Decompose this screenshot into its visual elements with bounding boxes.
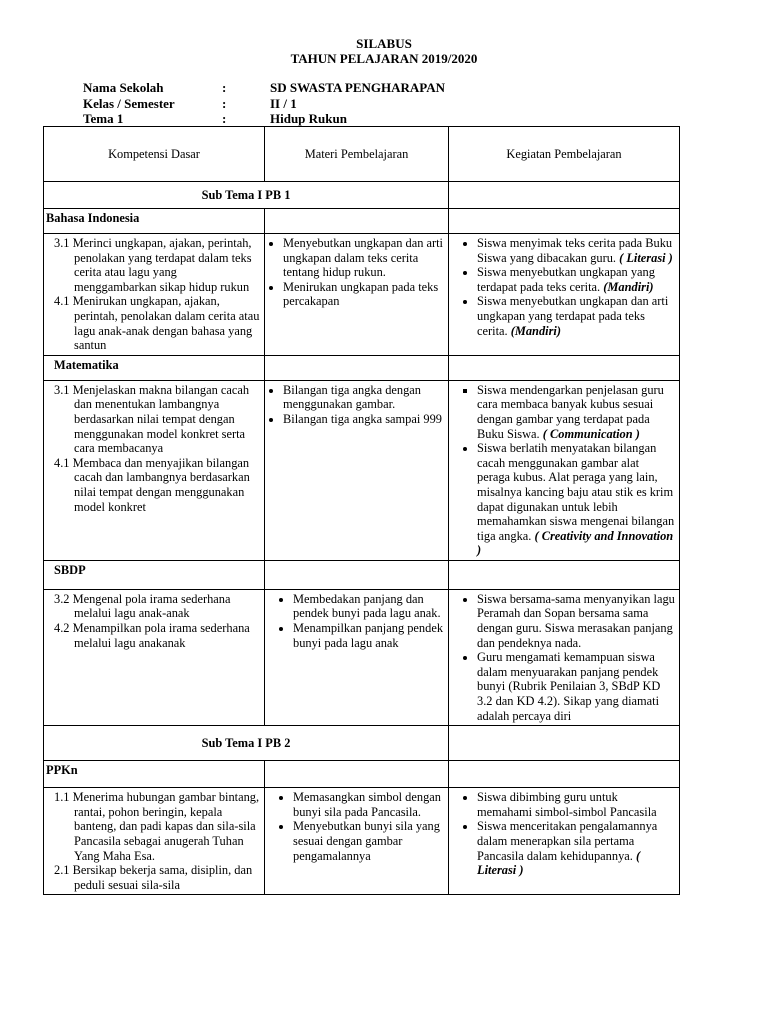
kegiatan-item: • Siswa menyimak teks cerita pada Buku Siswa yang dibacakan guru. ( Literasi ) (477, 236, 675, 265)
kegiatan-item: • Siswa bersama-sama menyanyikan lagu Peramah dan Sopan bersama sama dengan guru. Siswa merasakan panjang dan pendeknya nada. (477, 592, 675, 650)
kd-item: 4.1 Menirukan ungkapan, ajakan, perintah, penolakan dalam cerita atau lagu anak-anak dengan bahasa yang santun (54, 294, 260, 353)
subject-matematika: Matematika (44, 355, 265, 380)
materi-item: • Membedakan panjang dan pendek bunyi pada lagu anak. (293, 592, 444, 621)
kd-item: 2.1 Bersikap bekerja sama, disiplin, dan peduli sesuai sila-sila (54, 863, 253, 892)
table-header-row (44, 127, 680, 182)
meta-value-school: SD SWASTA PENGHARAPAN (270, 80, 446, 95)
subject-row (44, 560, 680, 589)
kd-item: 3.1 Menjelaskan makna bilangan cacah dan menentukan lambangnya berdasarkan nilai tempat dengan menggunakan model konkret serta cara membacanya (54, 382, 250, 456)
materi-cell (265, 380, 449, 560)
materi-item: • Bilangan tiga angka dengan menggunakan gambar. (283, 383, 444, 412)
kegiatan-item: • Siswa berlatih menyatakan bilangan cacah menggunakan gambar alat peraga kubus. Alat peraga yang lain, misalnya kancing baju atau stik es krim dapat digunakan untuk lebih memahamkan siswa mengenai bilangan tiga angka. ( Creativity and Innovation ) (477, 441, 675, 558)
subject-row (44, 209, 680, 234)
materi-item: • Menyebutkan bunyi sila yang sesuai dengan gambar pengamalannya (293, 819, 444, 863)
materi-cell (265, 234, 449, 356)
table-row (44, 589, 680, 725)
table-row (44, 234, 680, 356)
kegiatan-cell (449, 589, 680, 725)
materi-item: • Menirukan ungkapan pada teks percakapan (283, 280, 444, 309)
kegiatan-cell (449, 380, 680, 560)
kd-cell (44, 234, 265, 356)
kd-item: 4.2 Menampilkan pola irama sederhana melalui lagu anakanak (54, 621, 250, 650)
materi-cell (265, 589, 449, 725)
academic-year: TAHUN PELAJARAN 2019/2020 (290, 51, 478, 66)
col-header-kompetensi: Kompetensi Dasar (44, 127, 265, 182)
subtema-row (44, 726, 680, 761)
kegiatan-item: ▪ Siswa mendengarkan penjelasan guru cara membaca banyak kubus sesuai dengan gambar yang terdapat pada Buku Siswa. ( Communication ) (477, 383, 675, 441)
subtema-row (44, 182, 680, 209)
col-header-kegiatan: Kegiatan Pembelajaran (449, 127, 680, 182)
document-title: SILABUS (356, 36, 412, 51)
meta-label-class: Kelas / Semester (83, 96, 175, 111)
kegiatan-item: • Siswa dibimbing guru untuk memahami simbol-simbol Pancasila (477, 790, 675, 819)
materi-item: • Memasangkan simbol dengan bunyi sila pada Pancasila. (293, 790, 444, 819)
kegiatan-item: • Siswa menceritakan pengalamannya dalam menerapkan sila pertama Pancasila dalam kehidupannya. ( Literasi ) (477, 819, 675, 877)
materi-cell (265, 788, 449, 895)
kegiatan-cell (449, 788, 680, 895)
subject-sbdp: SBDP (44, 560, 265, 589)
materi-item: • Menampilkan panjang pendek bunyi pada lagu anak (293, 621, 444, 650)
kegiatan-item: • Siswa menyebutkan ungkapan yang terdapat pada teks cerita. (Mandiri) (477, 265, 675, 294)
subject-row (44, 761, 680, 788)
syllabus-table (43, 126, 680, 895)
table-row (44, 380, 680, 560)
meta-value-class: II / 1 (270, 96, 297, 111)
meta-sep-school: : (222, 80, 227, 95)
kd-item: 4.1 Membaca dan menyajikan bilangan cacah dan lambangnya berdasarkan nilai tempat dengan menggunakan model konkret (54, 455, 250, 514)
kd-cell (44, 788, 265, 895)
kd-item: 3.2 Mengenal pola irama sederhana melalui lagu anak-anak (54, 591, 231, 621)
meta-sep-class: : (222, 96, 227, 111)
col-header-materi: Materi Pembelajaran (265, 127, 449, 182)
table-row (44, 788, 680, 895)
materi-item: • Bilangan tiga angka sampai 999 (283, 412, 444, 427)
kegiatan-item: • Guru mengamati kemampuan siswa dalam menyuarakan panjang pendek bunyi (Rubrik Penilaian 3, SBdP KD 3.2 dan KD 4.2). Sikap yang diamati adalah percaya diri (477, 650, 675, 723)
kd-cell (44, 589, 265, 725)
materi-item: • Menyebutkan ungkapan dan arti ungkapan dalam teks cerita tentang hidup rukun. (283, 236, 444, 280)
subject-ppkn: PPKn (44, 761, 265, 788)
subtema-title: Sub Tema I PB 1 (44, 182, 449, 209)
subject-bahasa: Bahasa Indonesia (44, 209, 265, 234)
meta-label-theme: Tema 1 (83, 111, 124, 126)
kd-cell (44, 380, 265, 560)
meta-value-theme: Hidup Rukun (270, 111, 347, 126)
kegiatan-cell (449, 234, 680, 356)
subject-row (44, 355, 680, 380)
meta-sep-theme: : (222, 111, 227, 126)
subtema-title: Sub Tema I PB 2 (44, 726, 449, 761)
kegiatan-item: • Siswa menyebutkan ungkapan dan arti ungkapan yang terdapat pada teks cerita. (Mandiri) (477, 294, 675, 338)
kd-item: 3.1 Merinci ungkapan, ajakan, perintah, penolakan yang terdapat dalam teks cerita atau lagu yang menggambarkan sikap hidup rukun (54, 236, 252, 294)
kd-item: 1.1 Menerima hubungan gambar bintang, rantai, pohon beringin, kepala banteng, dan padi kapas dan sila-sila Pancasila sebagai anugerah Tuhan Yang Maha Esa. (54, 790, 260, 863)
meta-label-school: Nama Sekolah (83, 80, 164, 95)
